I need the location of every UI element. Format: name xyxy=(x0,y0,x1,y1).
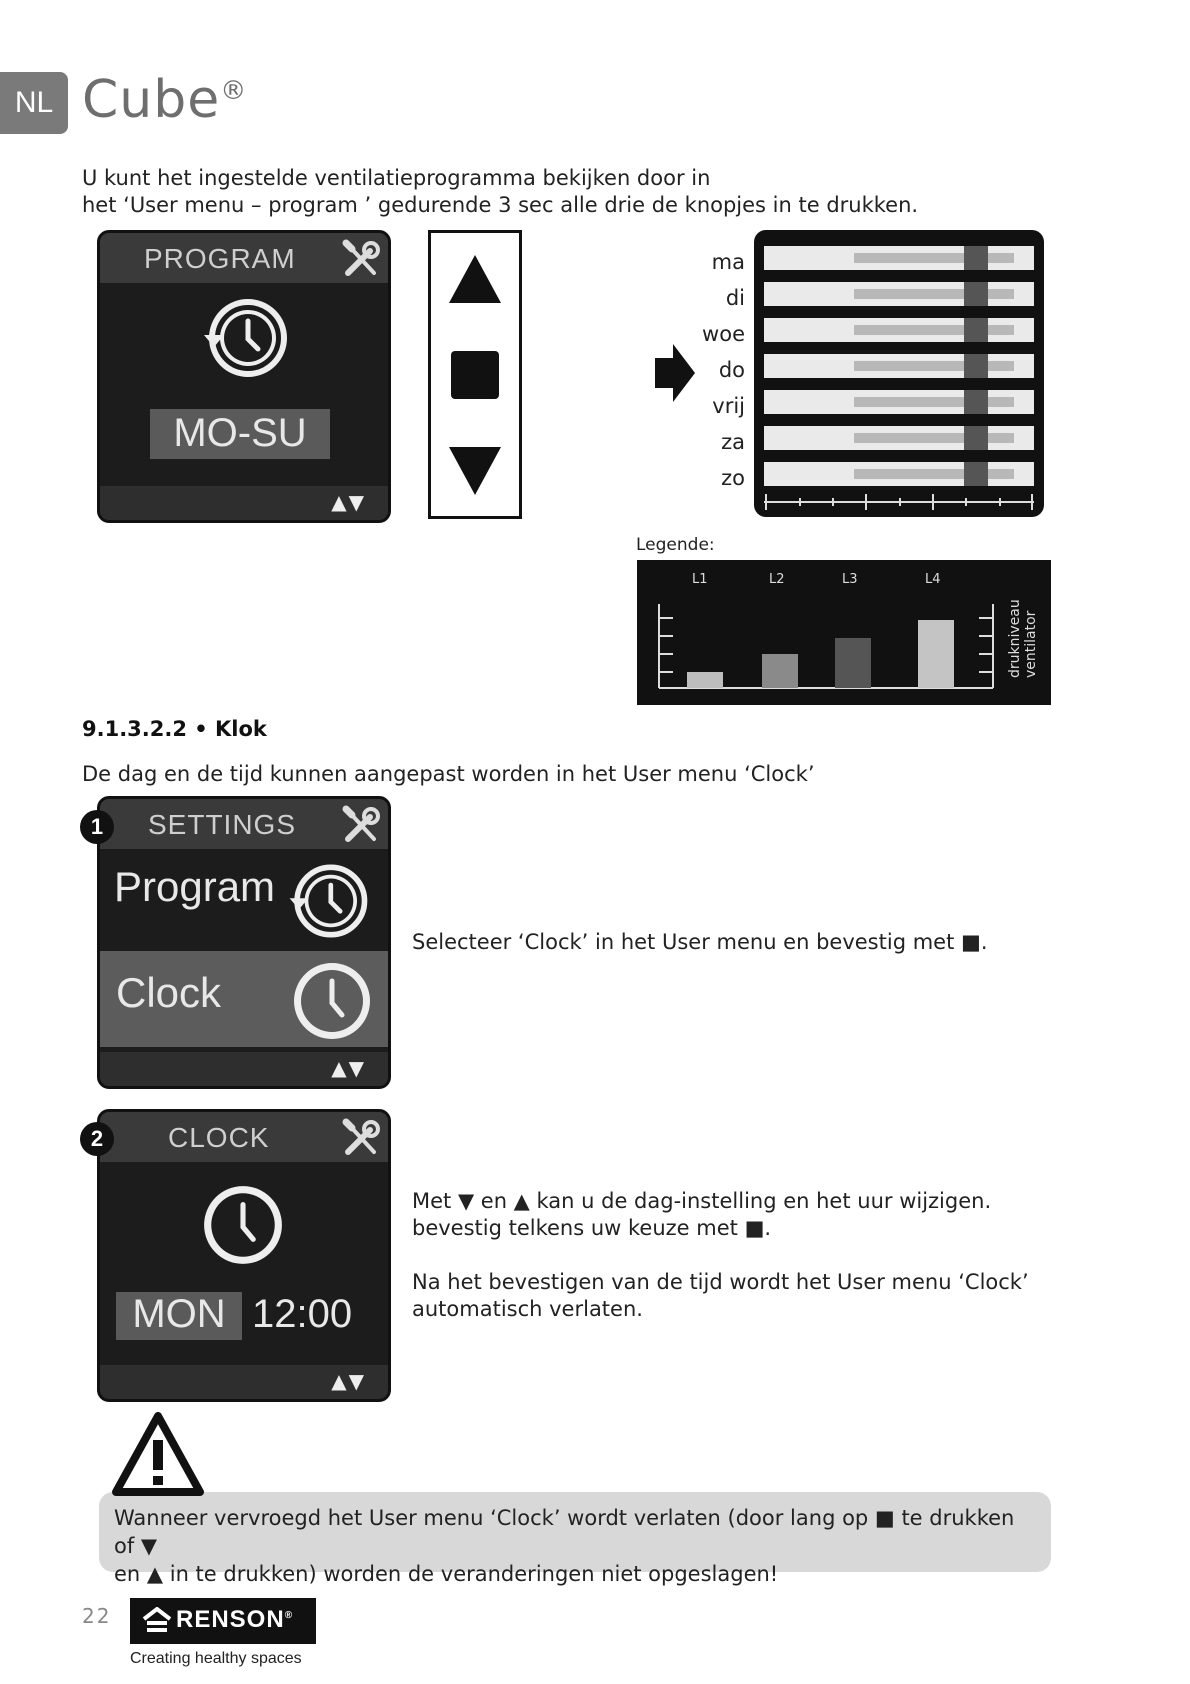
day-bar xyxy=(764,354,1034,378)
step-badge-1: 1 xyxy=(80,810,114,844)
intro-line-2: het ‘User menu – program ’ gedurende 3 sec alle drie de knopjes in te drukken. xyxy=(82,193,919,217)
clock-icon xyxy=(290,959,374,1043)
day-label: zo xyxy=(721,466,745,490)
down-button[interactable] xyxy=(447,445,503,497)
legend-chart xyxy=(637,560,1051,705)
day-bar xyxy=(764,426,1034,450)
wrench-screwdriver-icon xyxy=(340,1118,382,1160)
legend-bars xyxy=(637,560,1051,705)
day-label: woe xyxy=(702,322,745,346)
legend-level-label: L4 xyxy=(925,572,941,587)
up-down-arrows-icon: ▲▼ xyxy=(331,1056,366,1080)
clock-refresh-icon xyxy=(284,857,372,945)
day-label: di xyxy=(725,286,745,310)
clock-screen xyxy=(97,1109,391,1402)
day-bar xyxy=(764,282,1034,306)
legend-level-label: L1 xyxy=(692,572,708,587)
renson-logo-text xyxy=(176,1606,293,1634)
clock-day[interactable]: MON xyxy=(132,1292,226,1336)
renson-house-icon xyxy=(142,1607,172,1635)
warning-triangle-icon xyxy=(112,1412,204,1496)
button-panel xyxy=(428,230,522,519)
intro-line-1: U kunt het ingestelde ventilatieprogramma bekijken door in xyxy=(82,166,711,190)
screen-title: SETTINGS xyxy=(148,809,297,840)
time-axis xyxy=(764,494,1034,510)
wrench-screwdriver-icon xyxy=(340,239,382,281)
wrench-screwdriver-icon xyxy=(340,805,382,847)
confirm-button[interactable] xyxy=(451,351,499,399)
warning-line-2: en ▲ in te drukken) worden de veranderingen niet opgeslagen! xyxy=(114,1562,779,1586)
renson-logo xyxy=(130,1598,316,1644)
day-bar xyxy=(764,318,1034,342)
warning-line-1: Wanneer vervroegd het User menu ‘Clock’ wordt verlaten (door lang op ■ te drukken of ▼ xyxy=(114,1506,1015,1558)
page-title xyxy=(82,70,247,130)
legend-level-label: L2 xyxy=(769,572,785,587)
day-bar xyxy=(764,462,1034,486)
legend-label: Legende: xyxy=(636,535,715,555)
language-tab: NL xyxy=(0,72,68,134)
step2-text-1: Met ▼ en ▲ kan u de dag-instelling en het uur wijzigen. xyxy=(412,1189,992,1213)
program-value: MO-SU xyxy=(173,411,307,455)
step2-text-4: automatisch verlaten. xyxy=(412,1297,643,1321)
page-number: 22 xyxy=(82,1604,112,1628)
day-label: vrij xyxy=(712,394,745,418)
product-name: Cube xyxy=(82,70,221,130)
up-down-arrows-icon: ▲▼ xyxy=(331,490,366,514)
clock-icon xyxy=(200,1182,286,1268)
legend-bar-l4 xyxy=(918,620,954,688)
day-label: za xyxy=(721,430,745,454)
section-heading: 9.1.3.2.2 • Klok xyxy=(82,717,267,741)
day-bar xyxy=(764,390,1034,414)
screen-title: PROGRAM xyxy=(144,243,296,274)
legend-axis-line-2: ventilator xyxy=(1023,610,1039,678)
legend-axis-label xyxy=(1007,599,1039,678)
week-program-screen xyxy=(754,230,1044,517)
legend-level-label: L3 xyxy=(842,572,858,587)
screen-title: CLOCK xyxy=(168,1122,270,1153)
step-badge-2: 2 xyxy=(80,1122,114,1156)
section-intro: De dag en de tijd kunnen aangepast worden in het User menu ‘Clock’ xyxy=(82,762,815,786)
up-down-arrows-icon: ▲▼ xyxy=(331,1369,366,1393)
logo-registered-mark: ® xyxy=(284,1610,294,1621)
legend-bar-l1 xyxy=(687,672,723,688)
program-screen xyxy=(97,230,391,523)
day-bar xyxy=(764,246,1034,270)
clock-refresh-icon xyxy=(198,291,292,385)
registered-mark: ® xyxy=(220,76,248,106)
day-label: ma xyxy=(711,250,745,274)
logo-name: RENSON xyxy=(176,1606,285,1633)
tagline: Creating healthy spaces xyxy=(130,1650,302,1667)
week-program-bars xyxy=(754,230,1044,517)
step2-text-3: Na het bevestigen van de tijd wordt het User menu ‘Clock’ xyxy=(412,1270,1029,1294)
up-button[interactable] xyxy=(447,253,503,305)
legend-bar-l3 xyxy=(835,638,871,688)
legend-bar-l2 xyxy=(762,654,798,688)
day-label: do xyxy=(718,358,745,382)
clock-time[interactable]: 12:00 xyxy=(252,1292,353,1336)
step2-text-2: bevestig telkens uw keuze met ■. xyxy=(412,1216,772,1240)
warning-text xyxy=(114,1504,1034,1588)
legend-axis-line-1: drukniveau xyxy=(1007,599,1023,678)
menu-item-program[interactable]: Program xyxy=(114,863,276,910)
step1-text: Selecteer ‘Clock’ in het User menu en bevestig met ■. xyxy=(412,930,988,954)
menu-item-clock[interactable]: Clock xyxy=(116,969,222,1016)
settings-screen xyxy=(97,796,391,1089)
